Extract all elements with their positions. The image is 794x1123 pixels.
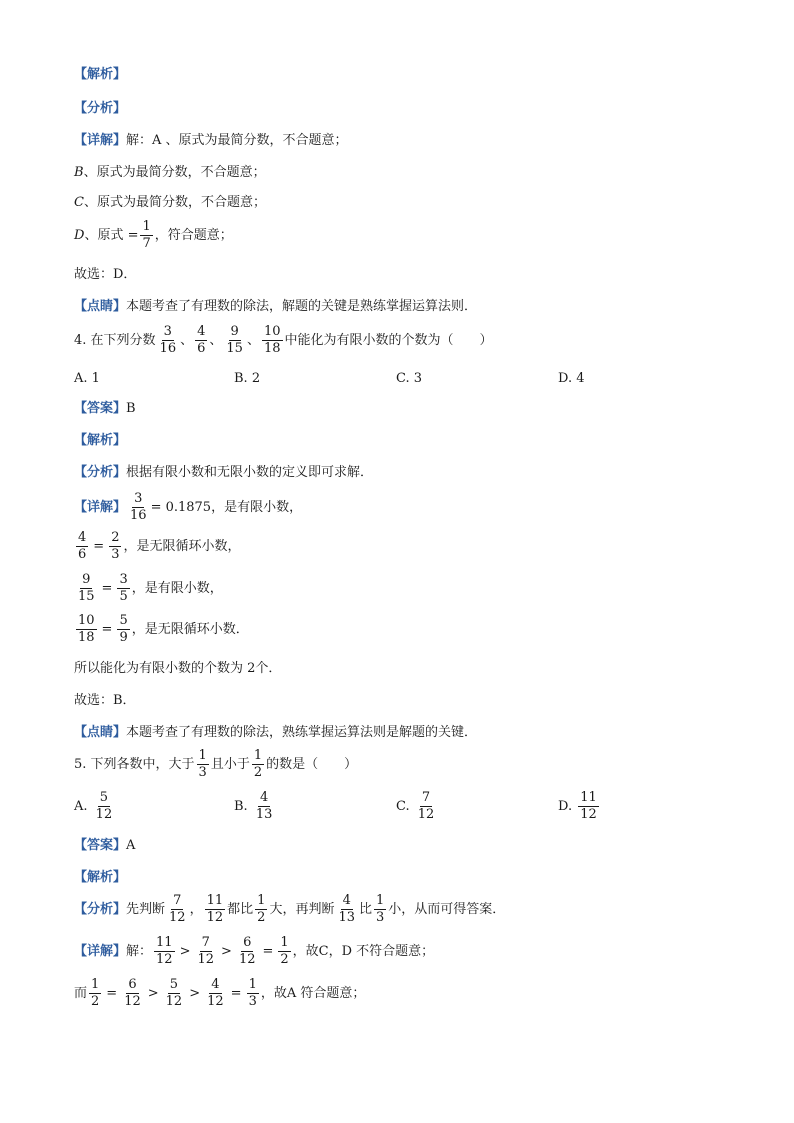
- q3-fenxi-heading: [74, 102, 126, 115]
- q4-fenxi: 【分析】 根据有限小数和无限小数的定义即可求解．: [74, 465, 374, 480]
- q5-answer: 【答案】 A: [74, 838, 136, 853]
- q4-option-c: C. 3: [396, 371, 423, 386]
- q4-option-b: B. 2: [234, 371, 261, 386]
- q5-fraction-1-2: $\frac{1}{2}$: [253, 748, 263, 780]
- q3-jiexi-heading: [74, 68, 126, 81]
- q5-detail-1: 【详解】 解： $\frac{11}{12}$ > $\frac{7}{12}$ > $\frac{6}{12}$ = $\frac{1}{2}$ ，故C，D 不符合题意；: [74, 935, 435, 967]
- q4-dianjing: 【点睛】 本题考查了有理数的除法，熟练掌握运算法则是解题的关键．: [74, 725, 478, 740]
- q4-detail-2: $\frac{4}{6}$ = $\frac{2}{3}$ ，是无限循环小数，: [78, 530, 241, 562]
- q5-fraction-1-3: $\frac{1}{3}$: [198, 748, 207, 780]
- q3-choose: 故选：D．: [74, 267, 137, 282]
- dianjing-tag: 【点睛】: [74, 299, 127, 314]
- q5-option-c: C. $\frac{7}{12}$: [396, 790, 435, 822]
- q3-fraction-1-7: $\frac{1}{7}$: [142, 219, 151, 251]
- xiangjie-tag: 【详解】: [74, 133, 127, 148]
- q3-detail-d-line: [74, 220, 233, 250]
- q4-detail-fraction-3-16: $\frac{3}{16}$: [130, 491, 147, 523]
- q5-option-b: B. $\frac{4}{13}$: [234, 790, 273, 822]
- q3-detail-d-tail: ，符合题意；: [154, 227, 233, 243]
- q3-detail-a: 解：A 、原式为最简分数，不合题意；: [126, 133, 348, 148]
- q4-detail-1: 【详解】 $\frac{3}{16}$ = 0.1875，是有限小数，: [74, 491, 303, 523]
- jiexi-tag: 【解析】: [74, 67, 127, 82]
- q4-detail-3: $\frac{9}{15}$ = $\frac{3}{5}$ ，是有限小数，: [78, 572, 223, 604]
- q5-fenxi: 【分析】 先判断 $\frac{7}{12}$ ， $\frac{11}{12}$ 都比 $\frac{1}{2}$ 大，再判断 $\frac{4}{13}$ 比 $\frac{1}{3}$ 小，从而可得答案．: [74, 893, 506, 925]
- q3-detail-c-line: [74, 196, 266, 209]
- q3-detail-b-line: [74, 166, 266, 179]
- q4-detail-4: $\frac{10}{18}$ = $\frac{5}{9}$ ，是无限循环小数．: [78, 613, 249, 645]
- q4-stem: 4. 在下列分数 $\frac{3}{16}$ 、 $\frac{4}{6}$ 、 $\frac{9}{15}$ 、 $\frac{10}{18}$ 中能化为有限小数的个数为（ ）: [74, 324, 493, 356]
- q3-detail-b: 、原式为最简分数，不合题意；: [83, 165, 266, 180]
- q4-answer: 【答案】 B: [74, 401, 136, 416]
- q4-fraction-9-15: $\frac{9}{15}$: [226, 324, 243, 356]
- q3-detail-c: 、原式为最简分数，不合题意；: [83, 195, 266, 210]
- q3-letter-c: C: [74, 195, 84, 210]
- fenxi-tag: 【分析】: [74, 101, 127, 116]
- daan-tag: 【答案】: [74, 401, 127, 416]
- q4-fraction-3-16: $\frac{3}{16}$: [159, 324, 177, 356]
- q3-detail-d-text: 、原式 =: [84, 227, 139, 243]
- q5-option-a: A. $\frac{5}{12}$: [74, 790, 113, 822]
- q3-letter-d: D: [74, 227, 85, 243]
- q3-dianjing: 【点睛】 本题考查了有理数的除法，解题的关键是熟练掌握运算法则．: [74, 299, 478, 314]
- q4-option-a: A. 1: [74, 371, 100, 386]
- q4-fraction-4-6: $\frac{4}{6}$: [197, 324, 206, 356]
- q4-jiexi-heading: 【解析】: [74, 433, 127, 448]
- q5-stem: 5. 下列各数中，大于 $\frac{1}{3}$ 且小于 $\frac{1}{2}$ 的数是（ ）: [74, 748, 358, 780]
- q3-xiangjie-line-1: [74, 134, 348, 147]
- q5-detail-2: 而 $\frac{1}{2}$ = $\frac{6}{12}$ > $\frac{5}{12}$ > $\frac{4}{12}$ = $\frac{1}{3}$ ，故A 符合题意；: [74, 977, 366, 1009]
- q5-option-d: D. $\frac{11}{12}$: [558, 790, 597, 822]
- q3-letter-b: B: [74, 165, 84, 180]
- q4-fraction-10-18: $\frac{10}{18}$: [263, 324, 281, 356]
- q4-option-d: D. 4: [558, 371, 585, 386]
- q4-summary: 所以能化为有限小数的个数为 2个．: [74, 661, 282, 676]
- q4-choose: 故选：B．: [74, 693, 136, 708]
- q5-jiexi-heading: 【解析】: [74, 870, 127, 885]
